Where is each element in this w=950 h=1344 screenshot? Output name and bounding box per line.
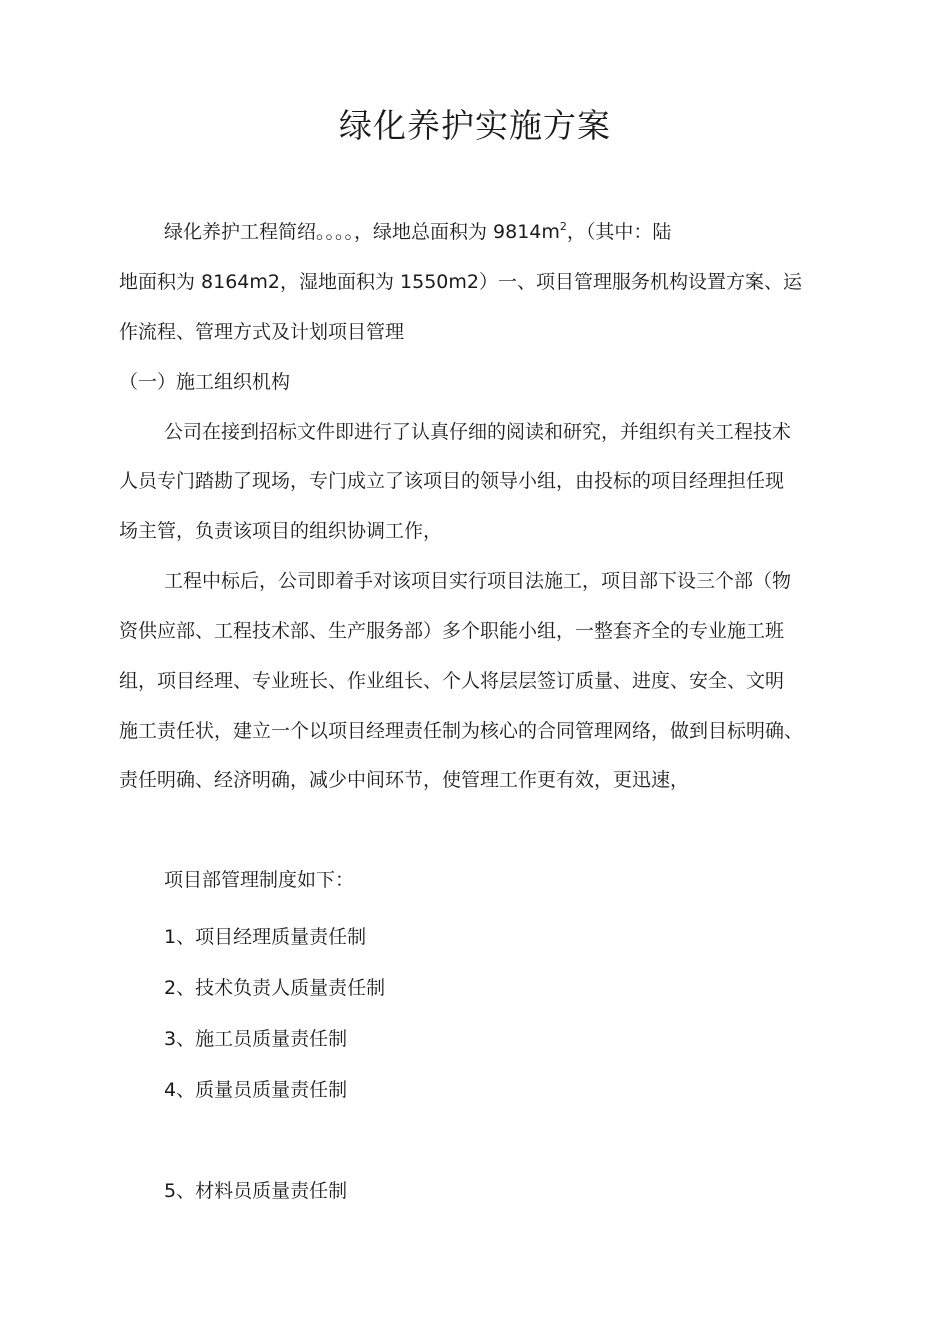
intro-line-3: 作流程、管理方式及计划项目管理 [119, 321, 405, 343]
rule-item: 3、施工员质量责任制 [164, 1028, 348, 1050]
para1-line: 场主管，负责该项目的组织协调工作， [119, 520, 443, 542]
rule-item: 5、材料员质量责任制 [164, 1180, 348, 1202]
rule-item: 2、技术负责人质量责任制 [164, 977, 386, 999]
para1-line: 人员专门踏勘了现场，专门成立了该项目的领导小组，由投标的项目经理担任现 [119, 470, 785, 492]
rule-item: 1、项目经理质量责任制 [164, 926, 367, 948]
intro-line-2: 地面积为 8164m2，湿地面积为 1550m2）一、项目管理服务机构设置方案、运 [119, 271, 802, 293]
para1-line: 公司在接到招标文件即进行了认真仔细的阅读和研究，并组织有关工程技术 [164, 421, 792, 443]
rule-item: 4、质量员质量责任制 [164, 1079, 348, 1101]
intro-line-1 [164, 218, 671, 246]
section-heading: （一）施工组织机构 [119, 371, 291, 393]
para2-line: 工程中标后，公司即着手对该项目实行项目法施工，项目部下设三个部（物 [164, 570, 792, 592]
para2-line: 资供应部、工程技术部、生产服务部）多个职能小组，一整套齐全的专业施工班 [119, 620, 785, 642]
intro-line-1-text: 绿化养护工程简绍。。。。，绿地总面积为 9814m [164, 221, 560, 243]
para2-line: 组，项目经理、专业班长、作业组长、个人将层层签订质量、进度、安全、文明 [119, 670, 785, 692]
intro-line-1-suffix: ，（其中：陆 [566, 221, 672, 243]
superscript: 2 [559, 220, 567, 233]
para2-line: 施工责任状，建立一个以项目经理责任制为核心的合同管理网络，做到目标明确、 [119, 720, 804, 742]
para2-line: 责任明确、经济明确，减少中间环节，使管理工作更有效，更迅速， [119, 769, 690, 791]
document-title: 绿化养护实施方案 [339, 106, 611, 145]
rules-heading: 项目部管理制度如下： [164, 869, 355, 891]
